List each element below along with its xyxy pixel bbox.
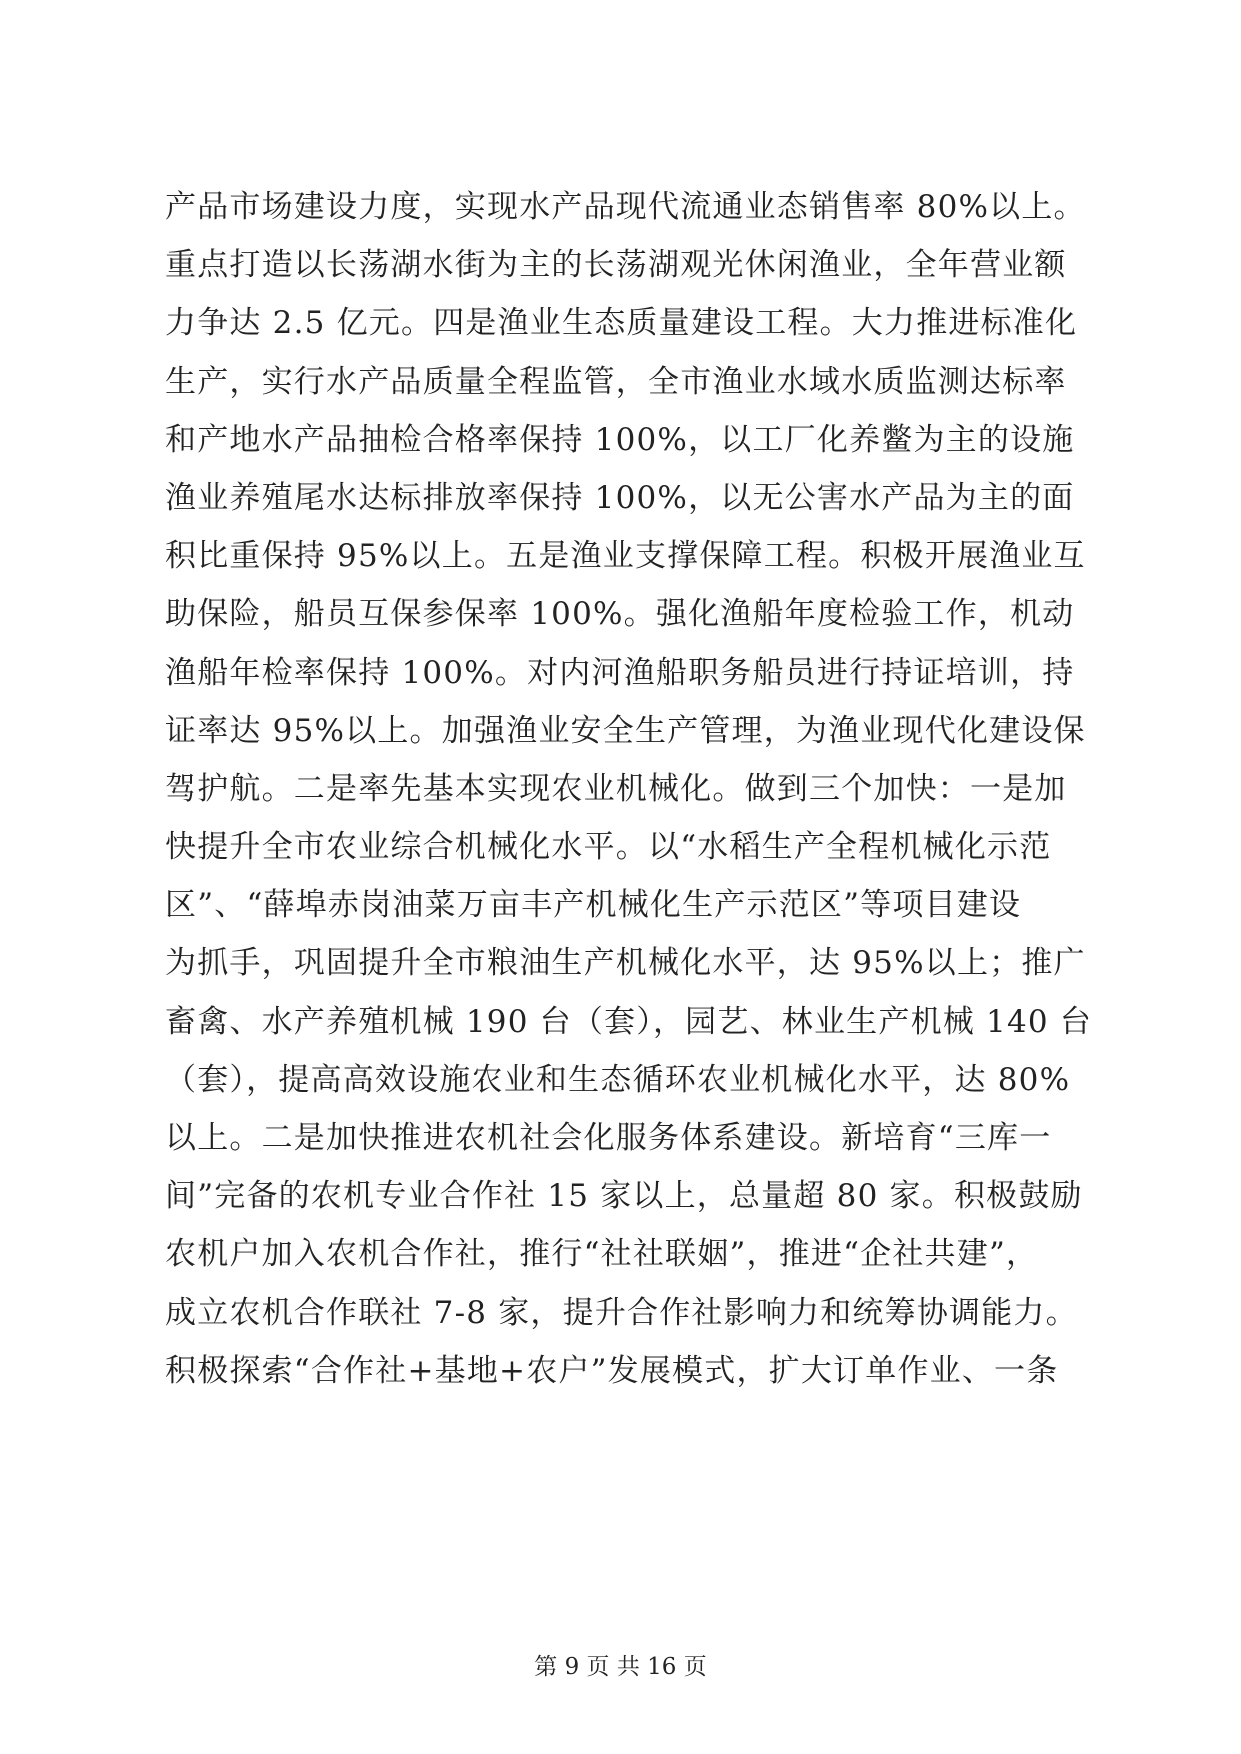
text-line: 产品市场建设力度，实现水产品现代流通业态销售率 80%以上。	[165, 189, 1086, 225]
page-number-footer: 第 9 页 共 16 页	[534, 1654, 707, 1680]
text-line: 力争达 2.5 亿元。四是渔业生态质量建设工程。大力推进标准化	[165, 305, 1078, 342]
text-line: （套），提高高效设施农业和生态循环农业机械化水平，达 80%	[165, 1061, 1071, 1098]
text-line: 积极探索“合作社+基地+农户”发展模式，扩大订单作业、一条	[165, 1352, 1059, 1389]
text-line: 成立农机合作联社 7-8 家，提升合作社影响力和统筹协调能力。	[165, 1294, 1078, 1331]
text-line: 区”、“薛埠赤岗油菜万亩丰产机械化生产示范区”等项目建设	[165, 887, 1022, 924]
text-line: 积比重保持 95%以上。五是渔业支撑保障工程。积极开展渔业互	[165, 538, 1086, 575]
text-line: 快提升全市农业综合机械化水平。以“水稻生产全程机械化示范	[165, 829, 1052, 866]
body-text	[165, 178, 1093, 1400]
text-line: 重点打造以长荡湖水街为主的长荡湖观光休闲渔业，全年营业额	[165, 247, 1067, 284]
text-line: 和产地水产品抽检合格率保持 100%，以工厂化养鳖为主的设施	[165, 421, 1075, 458]
text-line: 为抓手，巩固提升全市粮油生产机械化水平，达 95%以上；推广	[165, 945, 1086, 982]
text-line: 间”完备的农机专业合作社 15 家以上，总量超 80 家。积极鼓励	[165, 1178, 1083, 1215]
text-line: 畜禽、水产养殖机械 190 台（套），园艺、林业生产机械 140 台	[165, 1003, 1093, 1040]
text-line: 渔业养殖尾水达标排放率保持 100%，以无公害水产品为主的面	[165, 479, 1075, 516]
text-line: 驾护航。二是率先基本实现农业机械化。做到三个加快：一是加	[165, 770, 1067, 807]
text-line: 生产，实行水产品质量全程监管，全市渔业水域水质监测达标率	[165, 363, 1067, 400]
text-line: 以上。二是加快推进农机社会化服务体系建设。新培育“三库一	[165, 1120, 1052, 1156]
text-line: 渔船年检率保持 100%。对内河渔船职务船员进行持证培训，持	[165, 654, 1075, 691]
text-line: 农机户加入农机合作社，推行“社社联姻”，推进“企社共建”，	[165, 1236, 1039, 1273]
text-line: 助保险，船员互保参保率 100%。强化渔船年度检验工作，机动	[165, 596, 1075, 633]
text-line: 证率达 95%以上。加强渔业安全生产管理，为渔业现代化建设保	[165, 712, 1086, 749]
